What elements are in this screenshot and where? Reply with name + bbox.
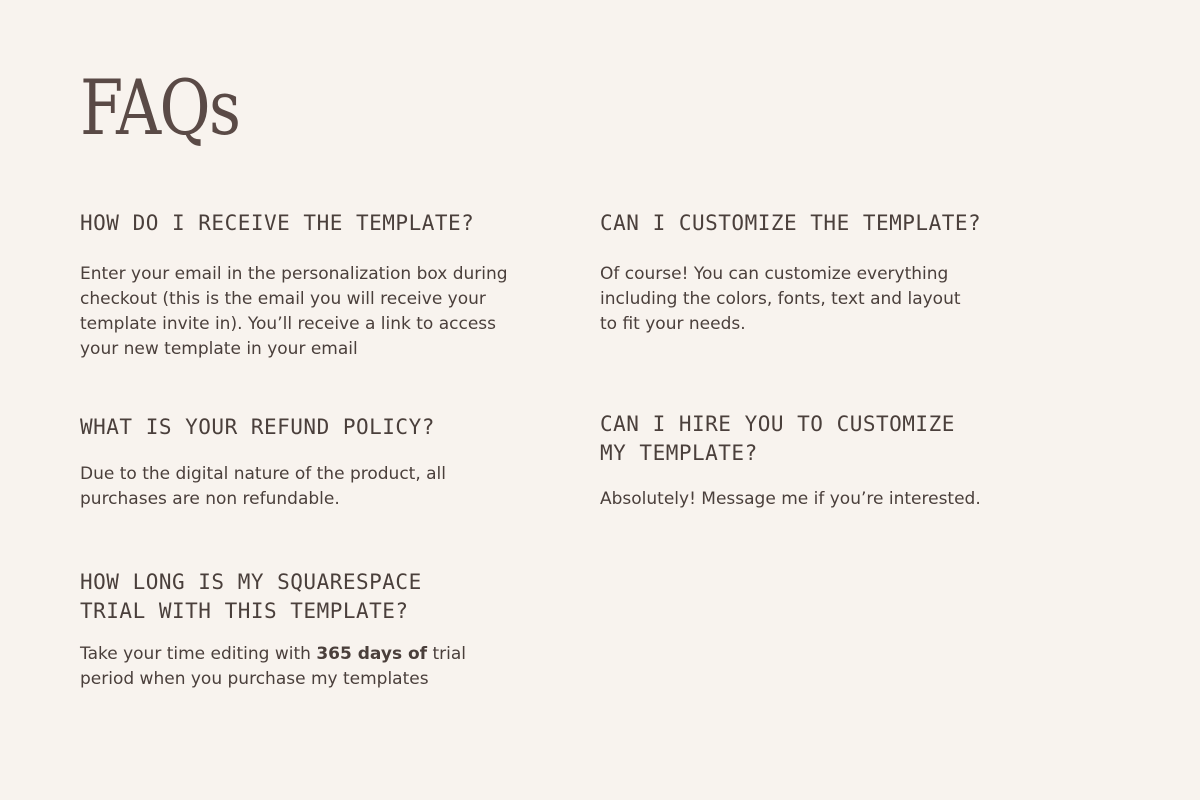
- answer-text-before: Take your time editing with: [80, 644, 317, 664]
- faq-answer: Enter your email in the personalization box during checkout (this is the email you will receive your template invite in). You’ll receive a link to access your new template in your email: [80, 264, 508, 359]
- answer-text-after: trial period when you purchase my templates: [80, 644, 466, 689]
- faq-answer: Of course! You can customize everything including the colors, fonts, text and layout to fit your needs.: [600, 264, 961, 334]
- faq-answer: Due to the digital nature of the product, all purchases are non refundable.: [80, 464, 446, 509]
- faq-question: HOW LONG IS MY SQUARESPACE TRIAL WITH THIS TEMPLATE?: [80, 570, 422, 623]
- faq-answer: [80, 642, 470, 692]
- faq-question: CAN I HIRE YOU TO CUSTOMIZE MY TEMPLATE?: [600, 412, 955, 465]
- faq-item-hire-customize: [600, 410, 1060, 512]
- faq-item-squarespace-trial: [80, 568, 540, 692]
- faq-item-receive-template: [80, 209, 540, 362]
- faq-question: HOW DO I RECEIVE THE TEMPLATE?: [80, 211, 475, 235]
- faq-question: CAN I CUSTOMIZE THE TEMPLATE?: [600, 211, 982, 235]
- faq-answer: Absolutely! Message me if you’re interested.: [600, 489, 981, 509]
- answer-text-bold: 365 days of: [316, 644, 428, 664]
- faq-question: WHAT IS YOUR REFUND POLICY?: [80, 415, 435, 439]
- page-title: FAQs: [80, 63, 240, 152]
- faq-item-refund-policy: [80, 413, 540, 512]
- faq-item-customize-template: [600, 209, 1060, 337]
